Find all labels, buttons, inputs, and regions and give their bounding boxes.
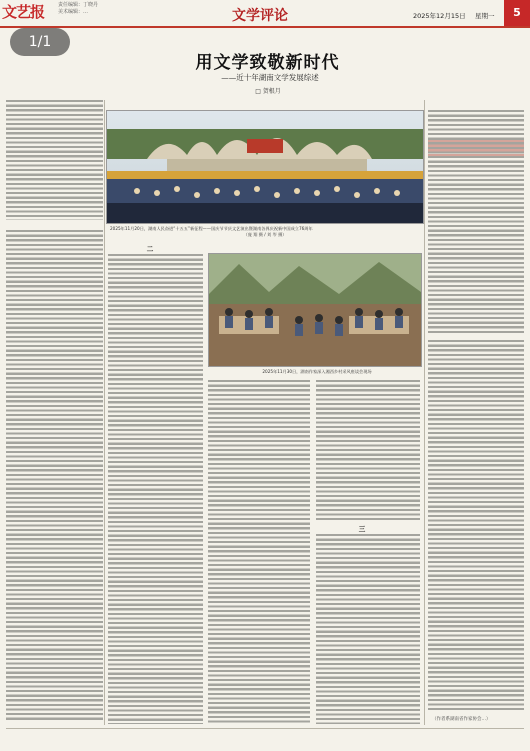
text-column (316, 534, 420, 724)
text-column (6, 230, 103, 720)
photo-caption (110, 226, 420, 238)
issue-date: 2025年12月15日 (413, 12, 466, 20)
photo-caption: 2025年11月30日，湖南作家深入湘西乡村采风座谈会现场 (262, 369, 372, 374)
text-column (316, 380, 420, 520)
edition-info: 责任编辑：丁晓丹 美术编辑：… (58, 2, 99, 15)
author-note: （作者系湖南省作家协会…） (432, 717, 491, 722)
photo-performance (106, 110, 424, 224)
section-title: 文学评论 (232, 8, 288, 24)
text-column (428, 140, 524, 158)
article-headline: 用文学致敬新时代 (195, 53, 340, 73)
article-byline: □ 贺根月 (255, 88, 281, 95)
masthead (0, 0, 530, 28)
section-head: 三 (358, 525, 366, 533)
text-column (6, 100, 103, 220)
newspaper-logo: 文艺报 (2, 3, 45, 21)
text-column (428, 340, 524, 712)
text-column (208, 380, 310, 725)
photo-seminar (208, 253, 422, 367)
issue-weekday: 星期一 (475, 12, 495, 20)
bottom-rule (6, 728, 524, 729)
article-subheadline: ——近十年湖南文学发展综述 (221, 73, 319, 82)
caption-line: （庞 翔 摄 / 刘 岑 摄） (243, 232, 287, 237)
caption-line: 2025年11月20日，湖南人民奋进“十五五”新征程——国庆节节庆文艺演出暨湖南各界庆祝新中国成立76周年 (110, 226, 313, 231)
text-column (108, 254, 203, 724)
section-head: 二 (146, 245, 154, 253)
column-divider (104, 100, 105, 725)
column-divider (424, 100, 425, 725)
page-indicator[interactable]: 1/1 (10, 28, 70, 56)
page-number-badge: 5 (504, 0, 530, 26)
